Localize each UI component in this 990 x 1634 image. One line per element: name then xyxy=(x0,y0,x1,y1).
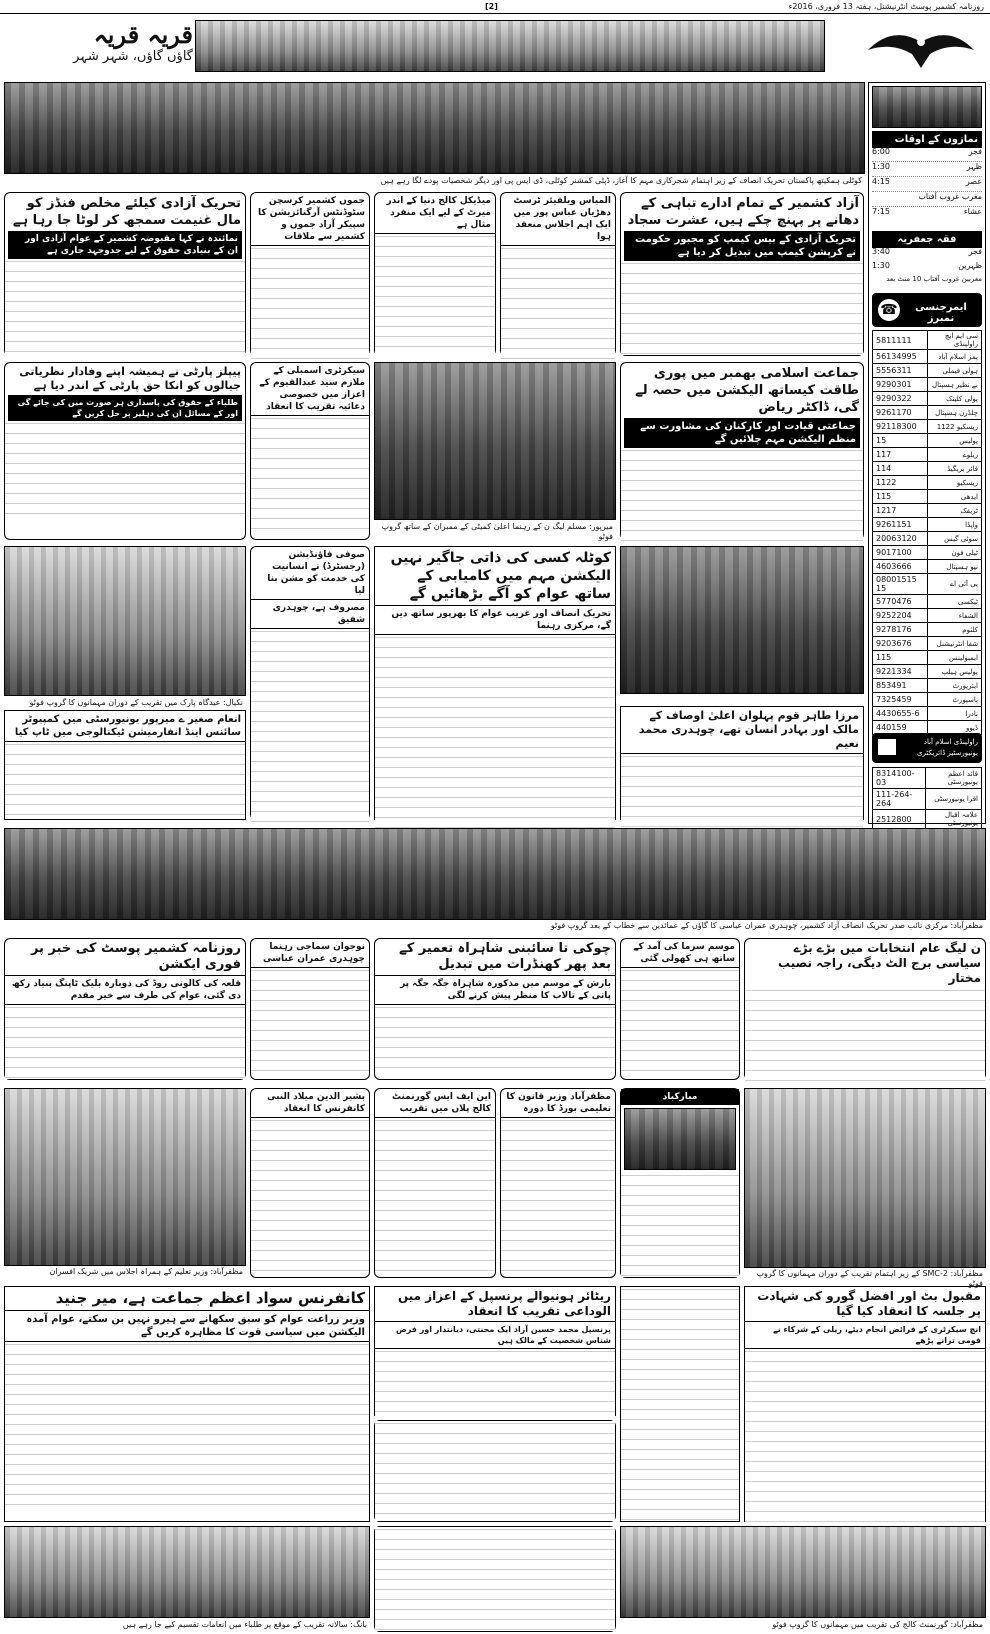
top-bar xyxy=(0,0,990,14)
story-headline: روزنامہ کشمیر پوسٹ کی خبر پر فوری ایکشن xyxy=(30,941,241,972)
prayer-list xyxy=(872,147,982,237)
masthead xyxy=(0,16,990,78)
table-row xyxy=(873,651,982,665)
story-body xyxy=(5,1005,245,1079)
row5-caption-left: مظفرآباد: وزیر تعلیم کے ہمراہ اجلاس میں شریک افسران xyxy=(4,1266,246,1278)
story-headline: موسم سرما کی آمد کے ساتھ ہی کھولی گئی xyxy=(621,939,739,968)
emergency-num: 08001515 15 xyxy=(873,574,928,595)
story-headline: میڈیکل کالج دنیا کے اندر میرٹ کے لیے ایک منفرد مثال ہے xyxy=(375,193,495,234)
emergency-name: پمز اسلام آباد xyxy=(928,350,982,364)
garland-photo xyxy=(4,546,246,696)
story-headline: بشیر الدین میلاد النبی کانفرنس کا انعقاد xyxy=(251,1089,369,1118)
story-subhead: قلعہ کی کالونی روڈ کی دوبارہ بلیک ٹاپنگ بنیاد رکھ دی گئی، عوام کی طرف سے خیر مقدم xyxy=(5,975,245,1005)
emergency-num: 440159 xyxy=(873,721,928,735)
emergency-num: 9290301 xyxy=(873,378,928,392)
table-row xyxy=(873,532,982,546)
garland-caption: نکیال: عیدگاہ پارک میں تقریب کے دوران مہمانوں کا گروپ فوٹو xyxy=(4,697,246,707)
prayer-title: نمازوں کے اوقات xyxy=(872,131,982,148)
emergency-num: 115 xyxy=(873,490,928,504)
table-row xyxy=(873,560,982,574)
emergency-name: ریسکیو xyxy=(928,476,982,490)
story-body xyxy=(251,416,369,532)
prayer-name: فجر xyxy=(968,147,982,156)
emergency-num: 9261151 xyxy=(873,518,928,532)
story-body xyxy=(5,1342,369,1506)
table-row xyxy=(873,609,982,623)
row5-photo-left xyxy=(4,1088,246,1266)
fiqh-name: مغربین غروب آفتاب 10 منٹ بعد xyxy=(886,275,982,283)
emergency-name: نادرا xyxy=(928,707,982,721)
story-7mid xyxy=(374,1526,616,1632)
table-row xyxy=(873,406,982,420)
prayer-time: 1:30 xyxy=(872,162,890,171)
story-headline: این ایف ایس گورنمنٹ کالج پلاں میں تقریب xyxy=(375,1089,495,1118)
table-row xyxy=(873,789,982,810)
story-2e xyxy=(4,362,246,540)
emergency-name: سوئی گیس xyxy=(928,532,982,546)
story-headline: آزاد کشمیر کے تمام ادارے تباہی کے دھانے پر پہنچ چکے ہیں، عشرت سجاد xyxy=(627,196,859,228)
top-photo xyxy=(4,82,865,174)
emergency-num: 9017100 xyxy=(873,546,928,560)
emergency-num: 1217 xyxy=(873,504,928,518)
table-row xyxy=(873,546,982,560)
rally-photo xyxy=(620,546,864,694)
emergency-name: چلڈرن ہسپتال xyxy=(928,406,982,420)
emergency-num: 9261170 xyxy=(873,406,928,420)
bottom-caption-left: بانگ: سالانہ تقریب کے موقع پر طلباء میں انعامات تقسیم کیے جا رہے ہیں xyxy=(4,1619,370,1631)
emergency-title: ایمرجنسی نمبرز xyxy=(915,302,967,324)
story-2b-photo xyxy=(374,362,616,520)
table-row xyxy=(873,707,982,721)
story-body xyxy=(5,259,245,359)
story-headline: ریٹائر ہونیوالے پرنسپل کے اعزاز میں الوداعی تقریب کا انعقاد xyxy=(397,1289,611,1318)
bottom-photo-right xyxy=(620,1526,986,1618)
story-subhead: جماعتی قیادت اور کارکنان کی مشاورت سے منظم الیکشن مہم چلائیں گے xyxy=(624,418,860,448)
story-4d xyxy=(250,938,370,1080)
printer-icon xyxy=(878,739,896,755)
emergency-name: نیو ہسپتال xyxy=(928,560,982,574)
emergency-name: الشفاء xyxy=(928,609,982,623)
eagle-logo-icon xyxy=(858,20,984,72)
table-row xyxy=(873,504,982,518)
directory-name: اقرا یونیورسٹی xyxy=(925,789,981,810)
story-body xyxy=(621,1173,739,1277)
emergency-num: 853491 xyxy=(873,679,928,693)
story-headline: چوکی تا سائبنی شاہراہ تعمیر کے بعد پھر کھنڈرات میں تبدیل xyxy=(399,941,611,972)
bottom-photo-left xyxy=(4,1526,370,1618)
story-3e xyxy=(4,710,246,820)
table-row xyxy=(873,434,982,448)
story-body xyxy=(5,421,245,517)
row5-photo-right xyxy=(744,1088,986,1268)
emergency-num: 7325459 xyxy=(873,693,928,707)
story-body xyxy=(501,1118,615,1272)
bottom-caption-right: مظفرآباد: گورنمنٹ کالج کی تقریب میں مہمانوں کا گروپ فوٹو xyxy=(620,1619,986,1631)
directory-title: راولپنڈی اسلام آباد یونیورسٹیز ڈائریکٹری xyxy=(917,738,978,757)
story-headline: کوٹلہ کسی کی ذاتی جاگیر نہیں الیکشن مہم میں کامیابی کے ساتھ عوام کو آگے بڑھائیں گے xyxy=(390,550,611,602)
story-headline: صوفی فاؤنڈیشن (رجسٹرڈ) نے انسانیت کی خدمت کو مشن بنا لیا xyxy=(251,547,369,600)
prayer-name: مغرب غروب آفتاب xyxy=(918,192,982,201)
table-row xyxy=(873,574,982,595)
story-headline: مظفرآباد وزیر قانون کا تعلیمی بورڈ کا دورہ xyxy=(501,1089,615,1118)
story-subhead: نمائندہ نے کہا مقبوضہ کشمیر کے عوام آزادی اور ان کے بنیادی حقوق کے لیے جدوجہد جاری ہے xyxy=(8,231,242,259)
directory-num: 111-264-264 xyxy=(873,789,926,810)
emergency-num: 4430655-6 xyxy=(873,707,928,721)
table-row xyxy=(873,364,982,378)
story-body xyxy=(375,635,615,839)
emergency-name: ہولی فیملی xyxy=(928,364,982,378)
emergency-num: 1122 xyxy=(873,476,928,490)
table-row xyxy=(873,490,982,504)
story-5f xyxy=(250,1088,370,1278)
story-4c xyxy=(374,938,616,1080)
band-caption: مظفرآباد: مرکزی نائب صدر تحریک انصاف آزاد کشمیر، چوہدری عمران عباسی کا گاؤں کے عمائدین سے خطاب کے بعد گروپ فوٹو xyxy=(4,920,986,932)
table-row xyxy=(873,331,982,350)
story-headline: مبارکباد xyxy=(621,1089,739,1105)
emergency-num: 92118300 xyxy=(873,420,928,434)
story-2a xyxy=(620,362,864,540)
story-6e xyxy=(4,1286,370,1522)
story-body xyxy=(375,1349,615,1425)
emergency-name: بے نظیر ہسپتال xyxy=(928,378,982,392)
emergency-num: 15 xyxy=(873,434,928,448)
story-headline: سیکرٹری اسمبلی کے ملازم سید عبدالقیوم کے اعزاز میں خصوصی دعائیہ تقریب کا انعقاد xyxy=(251,363,369,416)
emergency-num: 56134995 xyxy=(873,350,928,364)
story-3mid xyxy=(374,546,616,820)
story-subhead: مصروف ہے، چوہدری شفیق xyxy=(251,600,369,629)
story-subhead: وزیر زراعت عوام کو سبق سکھانے سے ہیرو نہیں بن سکتے، عوام آمدہ الیکشن میں سیاسی قوت کا مظاہرہ کریں گے xyxy=(5,1310,369,1342)
fiqh-name: ظہرین xyxy=(958,261,982,270)
fiqh-title: فقہ جعفریہ xyxy=(872,231,982,248)
section-title: قریہ قریہ xyxy=(93,20,193,49)
story-body xyxy=(375,1005,615,1069)
story-headline: ن لیگ عام انتخابات میں بڑے بڑے سیاسی برج الٹ دیگی، راجہ نصیب مختار xyxy=(778,941,981,985)
prayer-name: عشاء xyxy=(963,207,982,216)
story-body xyxy=(251,968,369,1072)
table-row xyxy=(873,462,982,476)
story-1a xyxy=(620,192,864,356)
emergency-num: 9203676 xyxy=(873,637,928,651)
prayer-name: ظہر xyxy=(966,162,982,171)
phone-icon: ☎ xyxy=(878,299,900,321)
story-subhead: پرنسپل محمد حسین آزاد ایک محنتی، دیانتدار اور فرض شناس شخصیت کے مالک ہیں xyxy=(375,1321,615,1349)
emergency-name: فائر بریگیڈ xyxy=(928,462,982,476)
emergency-num: 9252204 xyxy=(873,609,928,623)
story-body xyxy=(251,1118,369,1272)
emergency-name: شفا انٹرنیشنل xyxy=(928,637,982,651)
emergency-name: پولی کلینک xyxy=(928,392,982,406)
table-row xyxy=(873,665,982,679)
table-row xyxy=(873,420,982,434)
story-body xyxy=(5,742,245,816)
story-body xyxy=(375,1421,615,1521)
table-row xyxy=(873,392,982,406)
story-4a xyxy=(744,938,986,1080)
story-1c xyxy=(374,192,496,356)
fiqh-time: 3:40 xyxy=(872,247,890,256)
emergency-num: 5770476 xyxy=(873,595,928,609)
table-row xyxy=(873,378,982,392)
story-subhead: تحریک آزادی کے بیس کیمپ کو مجبور حکومت نے کرپشن کیمپ میں تبدیل کر دیا ہے xyxy=(624,231,860,261)
story-body xyxy=(251,629,369,847)
table-row xyxy=(873,476,982,490)
table-row xyxy=(873,623,982,637)
story-body xyxy=(621,261,863,355)
story-5c xyxy=(500,1088,616,1278)
story-body xyxy=(375,234,495,356)
emergency-num: 4603666 xyxy=(873,560,928,574)
emergency-num: 5811111 xyxy=(873,331,928,350)
story-1d xyxy=(250,192,370,356)
directory-num: 8314100-03 xyxy=(873,768,926,789)
directory-num: 2512800 xyxy=(873,810,926,829)
story-6a xyxy=(744,1286,986,1522)
emergency-num: 117 xyxy=(873,448,928,462)
table-row xyxy=(873,595,982,609)
emergency-name: پولیس xyxy=(928,434,982,448)
story-headline: مرزا طاہر قوم پہلوان اعلیٰ اوصاف کے مالک اور بہادر انسان تھے، چوہدری محمد نعیم xyxy=(621,707,863,754)
story-4b xyxy=(620,938,740,1080)
story-headline: المیاس ویلفیئر ٹرسٹ دھڑیاں عباس پور میں ایک اہم اجلاس منعقد ہوا xyxy=(501,193,615,246)
story-body xyxy=(745,1349,985,1533)
story-body xyxy=(375,1118,495,1272)
emergency-num: 9278176 xyxy=(873,623,928,637)
directory-table xyxy=(872,767,982,829)
prayer-name: عصر xyxy=(965,177,982,186)
dateline: روزنامہ کشمیر پوسٹ انٹرنیشنل، ہفتہ 13 فروری، 2016ء xyxy=(788,2,984,11)
story-3c xyxy=(250,546,370,820)
story-body xyxy=(375,1527,615,1631)
emergency-header xyxy=(872,293,982,327)
story-5d xyxy=(374,1088,496,1278)
story-2b-caption: میرپور: مسلم لیگ ن کے رہنما اعلیٰ کمیٹی کے ممبران کے ساتھ گروپ فوٹو xyxy=(374,521,616,539)
emergency-name: پولیس ہیلپ xyxy=(928,665,982,679)
emergency-name: سی ایم ایچ راولپنڈی xyxy=(928,331,982,350)
emergency-num: 115 xyxy=(873,651,928,665)
fiqh-list xyxy=(872,247,982,291)
fiqh-time: 1:30 xyxy=(872,261,890,270)
masthead-photo-strip xyxy=(195,20,825,72)
paper-logo xyxy=(858,20,984,72)
story-headline: پیپلز پارٹی نے ہمیشہ اپنے وفادار نظریاتی جیالوں کو انکا حق پارٹی کے اندر دیا ہے xyxy=(19,365,241,392)
story-body xyxy=(501,246,615,368)
story-4e xyxy=(4,938,246,1080)
story-6b xyxy=(620,1286,740,1522)
story-body xyxy=(745,988,985,1088)
story-headline: جماعت اسلامی بھمبر میں پوری طاقت کیساتھ الیکشن میں حصہ لے گی، ڈاکٹر ریاض xyxy=(635,366,859,415)
directory-name: قائد اعظم یونیورسٹی xyxy=(925,768,981,789)
emergency-name: ایدھی xyxy=(928,490,982,504)
section-title-block xyxy=(8,22,193,72)
story-5b xyxy=(620,1088,740,1278)
story-1e xyxy=(4,192,246,356)
emergency-name: پی آئی اے xyxy=(928,574,982,595)
emergency-name: ریلوے xyxy=(928,448,982,462)
fiqh-name: فجر xyxy=(968,247,982,256)
emergency-table xyxy=(872,330,982,735)
emergency-name: کلثوم xyxy=(928,623,982,637)
mosque-photo xyxy=(872,86,982,128)
story-body xyxy=(621,1287,739,1521)
emergency-name: پاسپورٹ xyxy=(928,693,982,707)
story-headline: نوجوان سماجی رہنما چوہدری عمران عباسی xyxy=(251,939,369,968)
sidebar xyxy=(868,82,986,827)
prayer-time: 7:15 xyxy=(872,207,890,216)
emergency-name: ایمبولینس xyxy=(928,651,982,665)
story-body xyxy=(621,448,863,560)
prayer-time: 4:15 xyxy=(872,177,890,186)
table-row xyxy=(873,350,982,364)
story-5b-photo xyxy=(624,1108,736,1170)
table-row xyxy=(873,518,982,532)
story-6c xyxy=(374,1286,616,1416)
emergency-name: ٹیلی فون xyxy=(928,546,982,560)
emergency-num: 9290322 xyxy=(873,392,928,406)
prayer-time: 6:00 xyxy=(872,147,890,156)
story-headline: کانفرنس سواد اعظم جماعت ہے، میر جنید xyxy=(55,1289,365,1307)
table-row xyxy=(873,693,982,707)
section-subtitle: گاؤں گاؤں، شہر شہر xyxy=(73,49,193,64)
band-photo xyxy=(4,828,986,920)
emergency-num: 20063120 xyxy=(873,532,928,546)
story-body xyxy=(251,246,369,360)
emergency-num: 9221334 xyxy=(873,665,928,679)
emergency-name: واپڈا xyxy=(928,518,982,532)
story-body xyxy=(621,968,739,1072)
story-subhead: بارش کے موسم میں مذکورہ شاہراہ جگہ جگہ پر پانی کے تالاب کا منظر پیش کرنے لگی xyxy=(375,975,615,1005)
directory-header xyxy=(872,733,982,763)
top-photo-caption: کوٹلی ہمکیتھ پاکستان تحریک انصاف کے زیر اہتمام شجرکاری مہم کا آغاز، ڈپٹی کمشنر کوٹلی، ڈی ایس پی اور دیگر شخصیات پودے لگا رہے ہیں xyxy=(4,175,865,187)
story-2c xyxy=(250,362,370,540)
story-headline: مقبول بٹ اور افضل گورو کی شہادت پر جلسہ کا انعقاد کیا گیا xyxy=(757,1289,981,1318)
table-row xyxy=(873,637,982,651)
page-number: [2] xyxy=(485,2,498,11)
story-body xyxy=(621,754,863,834)
story-headline: تحریک آزادی کیلئے مخلص فنڈز کو مال غنیمت سمجھ کر لوٹا جا رہا ہے xyxy=(12,196,241,228)
emergency-name: ریسکیو 1122 xyxy=(928,420,982,434)
story-subhead: طلباء کے حقوق کی پاسداری ہر صورت میں کی جائے گی اور کے مسائل ان کی دہلیز پر حل کریں گے xyxy=(8,395,242,421)
story-1b xyxy=(500,192,616,356)
emergency-name: ایئرپورٹ xyxy=(928,679,982,693)
story-6d xyxy=(374,1420,616,1522)
emergency-name: ٹریفک xyxy=(928,504,982,518)
story-subhead: انچ سیکرٹری کے فرائض انجام دیئے، ریلی کے شرکاء نے قومی ترانے پڑھے xyxy=(745,1321,985,1349)
rally-caption xyxy=(620,695,864,705)
story-3a xyxy=(620,706,864,820)
story-subhead: تحریک انصاف اور غریب عوام کا بھرپور ساتھ دیں گے، مرکزی رہنما xyxy=(375,605,615,635)
emergency-num: 114 xyxy=(873,462,928,476)
directory-name: علامہ اقبال یونیورسٹی xyxy=(925,810,981,829)
story-headline: جموں کشمیر کرسچن سٹوڈنٹس آرگنائزیشن کا سپیکر آزاد جموں و کشمیر سے ملاقات xyxy=(251,193,369,246)
table-row xyxy=(873,768,982,789)
emergency-name: ڈیوو xyxy=(928,721,982,735)
table-row xyxy=(873,448,982,462)
emergency-name: ٹیکسی xyxy=(928,595,982,609)
story-headline: انعام صغیر ے میرپور یونیورسٹی میں کمپیوٹر سائنس اینڈ انفارمیشن ٹیکنالوجی میں ٹاپ کیا xyxy=(5,711,245,742)
table-row xyxy=(873,810,982,829)
emergency-num: 5556311 xyxy=(873,364,928,378)
table-row xyxy=(873,679,982,693)
row5-caption-right: مظفرآباد: SMC-2 کے زیر اہتمام تقریب کے دوران مہمانوں کا گروپ فوٹو xyxy=(744,1268,986,1280)
